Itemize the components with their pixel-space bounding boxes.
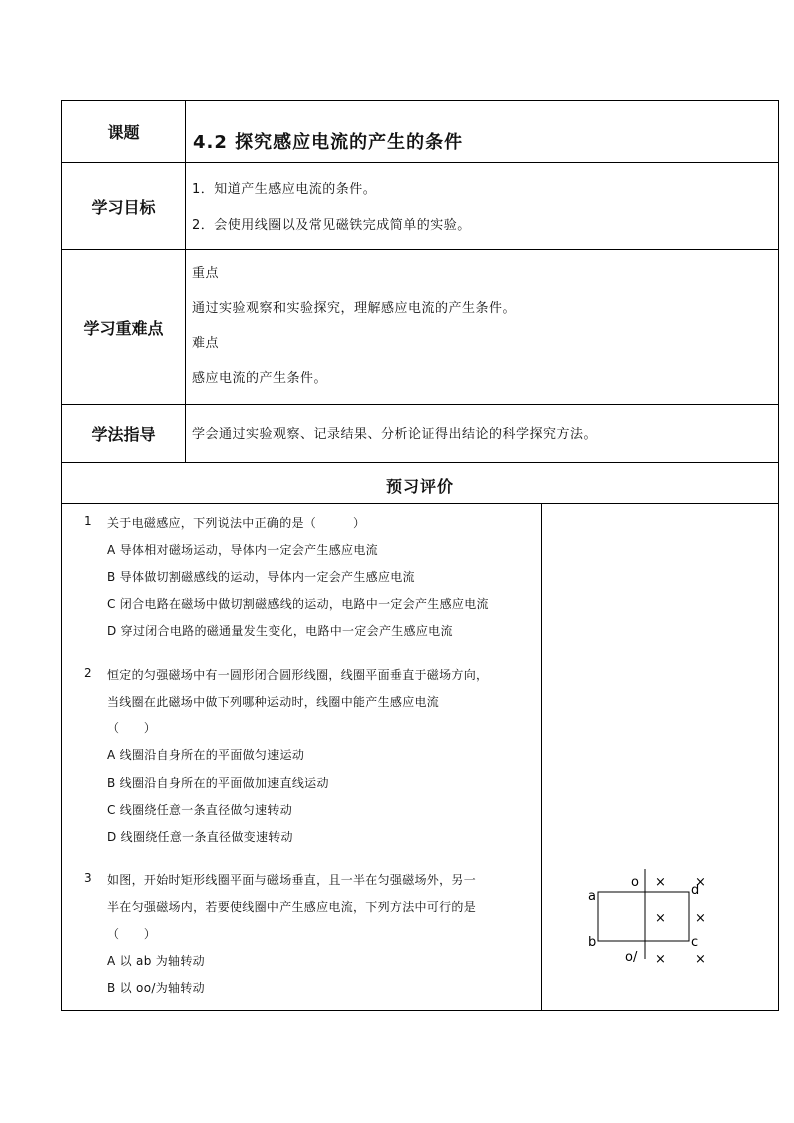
preview-title-row	[62, 463, 778, 504]
coil-magnetic-field-figure	[582, 864, 762, 984]
goal-item: 2．会使用线圈以及常见磁铁完成简单的实验。	[192, 218, 471, 233]
field-cross: ×	[655, 911, 666, 926]
question-number: 3	[84, 871, 92, 885]
method-label: 学法指导	[62, 405, 186, 462]
questions-column	[62, 504, 542, 1010]
preview-title: 预习评价	[385, 477, 454, 496]
coil-rect	[598, 892, 689, 941]
questions-row	[62, 504, 778, 1010]
question-option: D 穿过闭合电路的磁通量发生变化，电路中一定会产生感应电流	[107, 624, 453, 638]
question-option: D 线圈绕任意一条直径做变速转动	[107, 830, 293, 844]
question-option: A 线圈沿自身所在的平面做匀速运动	[107, 748, 305, 762]
question-stem: 恒定的匀强磁场中有一圆形闭合圆形线圈，线圈平面垂直于磁场方向，	[107, 668, 489, 682]
field-cross: ×	[695, 952, 706, 967]
question-number: 2	[84, 666, 92, 680]
question-option: C 闭合电路在磁场中做切割磁感线的运动，电路中一定会产生感应电流	[107, 597, 489, 611]
key-point-heading: 重点	[192, 266, 220, 281]
key-points-row	[62, 250, 778, 405]
answer-blank: （ ）	[107, 927, 157, 941]
goals-row	[62, 163, 778, 250]
field-cross: ×	[695, 911, 706, 926]
topic-title: 4.2 探究感应电流的产生的条件	[193, 132, 464, 153]
label-o: o	[631, 875, 639, 890]
lesson-table	[61, 100, 779, 1011]
field-cross: ×	[655, 952, 666, 967]
label-c: c	[691, 935, 699, 950]
question-stem: 如图，开始时矩形线圈平面与磁场垂直，且一半在匀强磁场外，另一	[107, 873, 477, 887]
method-cell	[186, 405, 778, 462]
topic-cell	[186, 101, 778, 162]
label-a: a	[588, 889, 596, 904]
question-stem: 当线圈在此磁场中做下列哪种运动时，线圈中能产生感应电流	[107, 695, 440, 709]
question-option: B 导体做切割磁感线的运动，导体内一定会产生感应电流	[107, 570, 415, 584]
question-option: B 以 oo/为轴转动	[107, 981, 205, 995]
question-option: C 线圈绕任意一条直径做匀速转动	[107, 803, 292, 817]
topic-label: 课题	[62, 101, 186, 162]
field-cross: ×	[655, 875, 666, 890]
question-number: 1	[84, 514, 92, 528]
label-b: b	[588, 935, 597, 950]
field-cross: ×	[695, 875, 706, 890]
goals-label: 学习目标	[62, 163, 186, 249]
question-option: B 线圈沿自身所在的平面做加速直线运动	[107, 776, 329, 790]
question-stem: 关于电磁感应，下列说法中正确的是（ ）	[107, 516, 366, 530]
label-d: d	[691, 883, 700, 898]
question-stem: 半在匀强磁场内，若要使线圈中产生感应电流，下列方法中可行的是	[107, 900, 477, 914]
difficulty-heading: 难点	[192, 336, 220, 351]
label-o-prime: o/	[625, 950, 638, 965]
topic-row	[62, 101, 778, 163]
question-option: A 以 ab 为轴转动	[107, 954, 205, 968]
key-points-cell	[186, 250, 778, 404]
goal-item: 1．知道产生感应电流的条件。	[192, 182, 377, 197]
method-text: 学会通过实验观察、记录结果、分析论证得出结论的科学探究方法。	[192, 427, 598, 442]
method-row	[62, 405, 778, 463]
key-point-text: 通过实验观察和实验探究，理解感应电流的产生条件。	[192, 301, 517, 316]
difficulty-text: 感应电流的产生条件。	[192, 371, 328, 386]
question-option: A 导体相对磁场运动，导体内一定会产生感应电流	[107, 543, 378, 557]
goals-cell	[186, 163, 778, 249]
answer-blank: （ ）	[107, 721, 157, 735]
key-points-label: 学习重难点	[62, 250, 186, 404]
